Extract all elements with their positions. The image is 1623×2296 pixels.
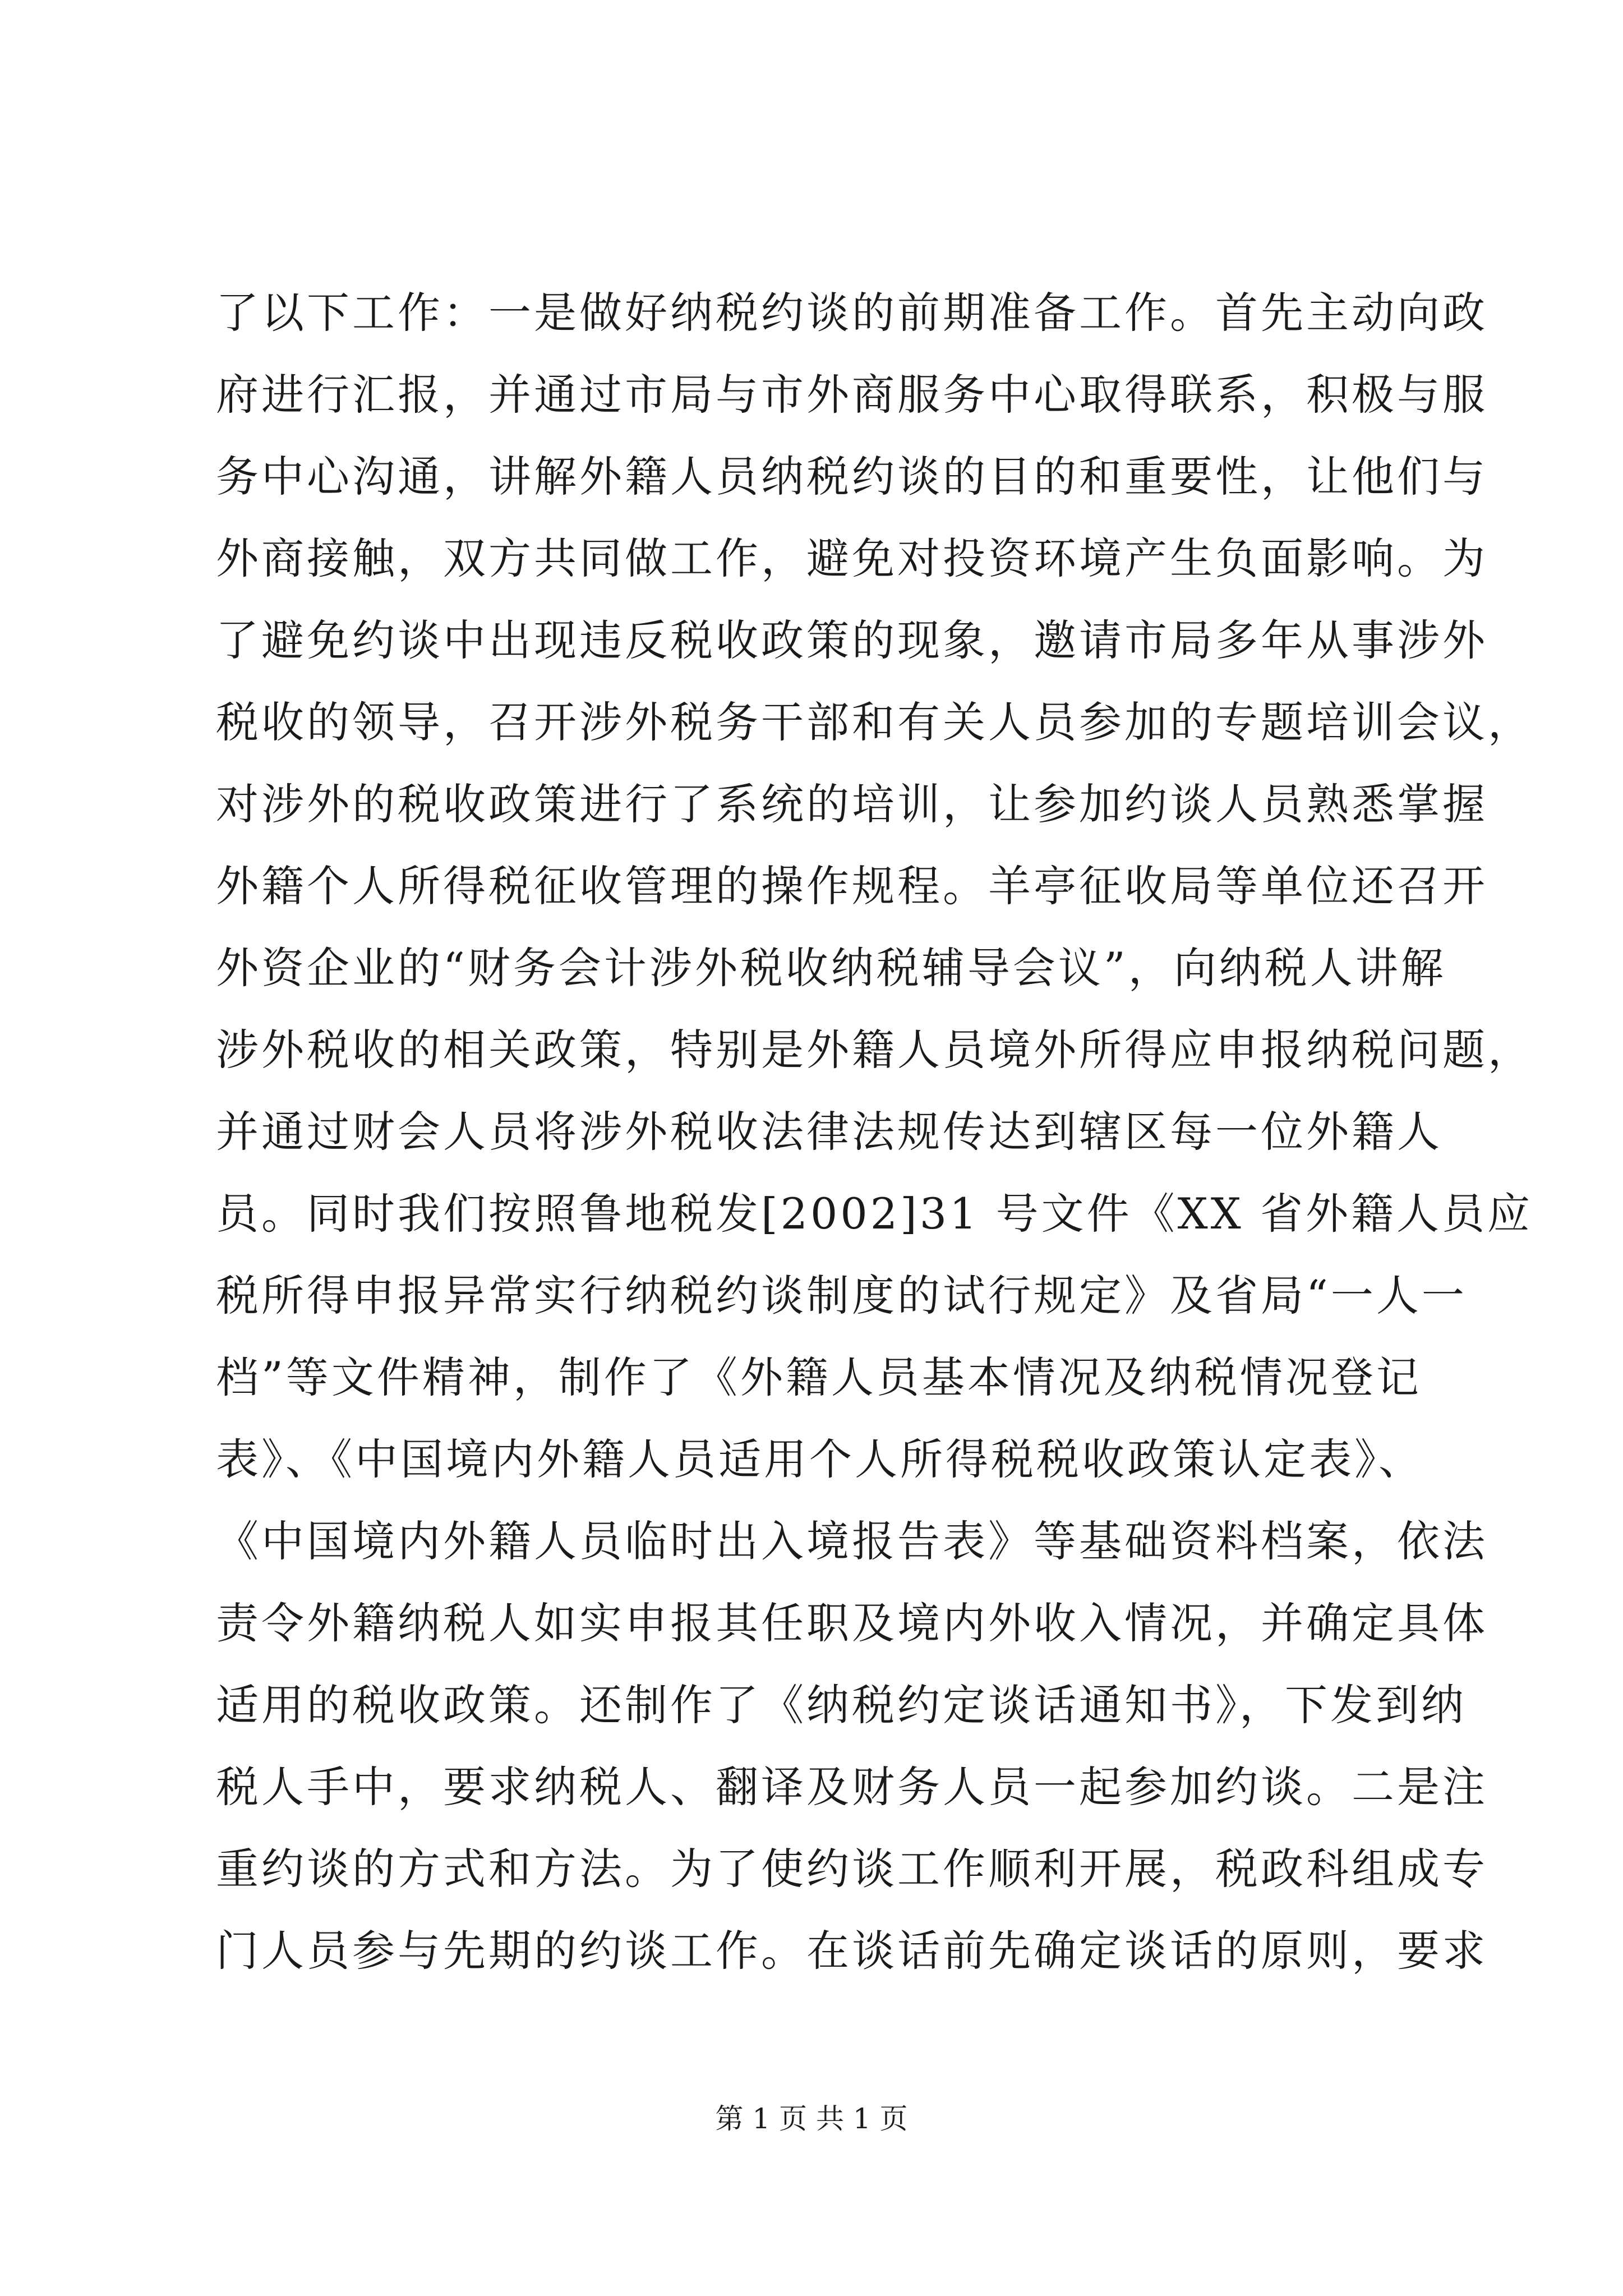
text-line: 表》、《中国境内外籍人员适用个人所得税税收政策认定表》、 — [216, 1434, 1424, 1484]
text-line: 了以下工作：一是做好纳税约谈的前期准备工作。首先主动向政 — [216, 288, 1488, 338]
page-number: 第 1 页 共 1 页 — [715, 2102, 908, 2135]
text-line: 门人员参与先期的约谈工作。在谈话前先确定谈话的原则，要求 — [216, 1926, 1488, 1976]
text-line: 务中心沟通，讲解外籍人员纳税约谈的目的和重要性，让他们与 — [216, 452, 1488, 501]
text-line: 责令外籍纳税人如实申报其任职及境内外收入情况，并确定具体 — [216, 1598, 1488, 1648]
text-line: 外商接触，双方共同做工作，避免对投资环境产生负面影响。为 — [216, 533, 1488, 583]
text-line: 税收的领导，召开涉外税务干部和有关人员参加的专题培训会议， — [216, 697, 1533, 747]
text-line: 税所得申报异常实行纳税约谈制度的试行规定》及省局“一人一 — [216, 1271, 1467, 1320]
text-line: 外资企业的“财务会计涉外税收纳税辅导会议”，向纳税人讲解 — [216, 943, 1446, 993]
text-line: 了避免约谈中出现违反税收政策的现象，邀请市局多年从事涉外 — [216, 615, 1488, 665]
text-line: 档”等文件精神，制作了《外籍人员基本情况及纳税情况登记 — [216, 1352, 1422, 1402]
text-line: 重约谈的方式和方法。为了使约谈工作顺利开展，税政科组成专 — [216, 1844, 1488, 1894]
text-line: 对涉外的税收政策进行了系统的培训，让参加约谈人员熟悉掌握 — [216, 779, 1488, 829]
text-line: 并通过财会人员将涉外税收法律法规传达到辖区每一位外籍人 — [216, 1107, 1442, 1157]
text-line: 适用的税收政策。还制作了《纳税约定谈话通知书》，下发到纳 — [216, 1680, 1467, 1730]
text-line: 税人手中，要求纳税人、翻译及财务人员一起参加约谈。二是注 — [216, 1762, 1488, 1812]
text-line: 《中国境内外籍人员临时出入境报告表》等基础资料档案，依法 — [216, 1516, 1488, 1566]
text-line: 员。同时我们按照鲁地税发[2002]31 号文件《XX 省外籍人员应 — [216, 1189, 1533, 1239]
text-line: 府进行汇报，并通过市局与市外商服务中心取得联系，积极与服 — [216, 370, 1488, 420]
text-line: 涉外税收的相关政策，特别是外籍人员境外所得应申报纳税问题， — [216, 1025, 1533, 1075]
body-text — [216, 272, 1533, 1992]
text-line: 外籍个人所得税征收管理的操作规程。羊亭征收局等单位还召开 — [216, 861, 1488, 911]
